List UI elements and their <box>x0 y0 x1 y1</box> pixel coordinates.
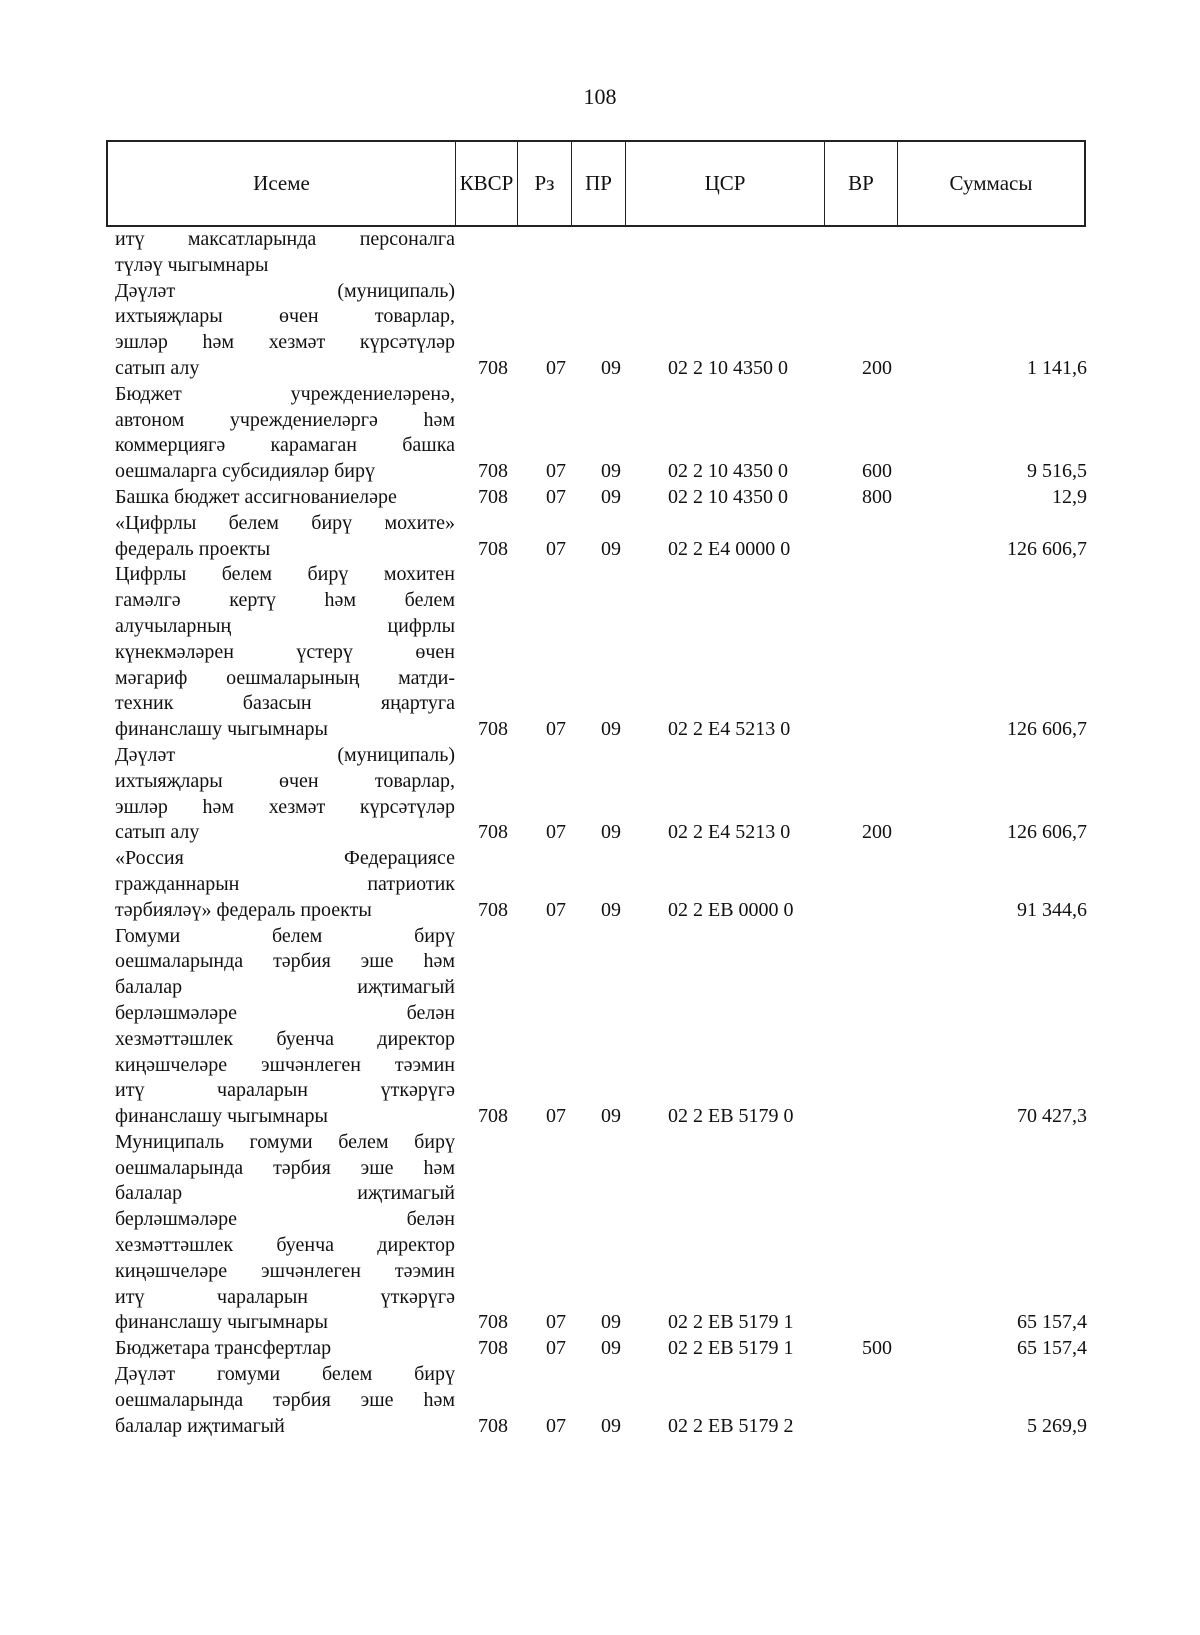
row-name-line: күнекмәләрен үстерү өчен <box>115 640 455 663</box>
row-name-line: техник базасын яңартуга <box>115 692 455 715</box>
cell-sum: 12,9 <box>1052 485 1087 508</box>
row-name <box>115 1130 455 1336</box>
cell-rz: 07 <box>546 718 566 741</box>
row-name-line: түләү чыгымнары <box>115 253 269 276</box>
row-values <box>0 717 1200 743</box>
row-name-line: Цифрлы белем бирү мохитен <box>115 563 455 586</box>
header-sum: Суммасы <box>949 171 1033 195</box>
row-name-line: «Цифрлы белем бирү мохите» <box>115 511 455 534</box>
cell-sum: 126 606,7 <box>1007 537 1087 560</box>
row-name-line: мәгариф оешмаларының матди- <box>115 666 455 689</box>
row-name-line: хезмәттәшлек буенча директор <box>115 1027 455 1050</box>
row-values <box>0 820 1200 846</box>
cell-kvsr: 708 <box>478 1414 508 1437</box>
cell-csr: 02 2 10 4350 0 <box>668 485 788 508</box>
table-row <box>0 485 1200 511</box>
row-values <box>0 459 1200 485</box>
row-name-line: финанслашу чыгымнары <box>115 1105 328 1128</box>
cell-pr: 09 <box>601 1105 621 1128</box>
cell-rz: 07 <box>546 537 566 560</box>
cell-kvsr: 708 <box>478 1311 508 1334</box>
row-values <box>0 898 1200 924</box>
cell-rz: 07 <box>546 898 566 921</box>
cell-csr: 02 2 ЕВ 5179 1 <box>668 1311 794 1334</box>
cell-sum: 1 141,6 <box>1027 356 1087 379</box>
cell-kvsr: 708 <box>478 356 508 379</box>
cell-kvsr: 708 <box>478 1105 508 1128</box>
cell-kvsr: 708 <box>478 485 508 508</box>
row-name-line: берләшмәләре белән <box>115 1001 455 1024</box>
row-values <box>0 537 1200 563</box>
row-name-line: финанслашу чыгымнары <box>115 718 328 741</box>
cell-sum: 9 516,5 <box>1027 460 1087 483</box>
table-row <box>0 279 1200 382</box>
cell-vr: 200 <box>862 356 892 379</box>
row-name-line: оешмаларында тәрбия эше һәм <box>115 950 455 973</box>
row-name-line: киңәшчеләре эшчәнлеген тәэмин <box>115 1259 455 1282</box>
row-name-line: финанслашу чыгымнары <box>115 1311 328 1334</box>
cell-kvsr: 708 <box>478 1337 508 1360</box>
row-name-line: ихтыяҗлары өчен товарлар, <box>115 769 455 792</box>
row-name-line: итү чараларын үткәрүгә <box>115 1079 455 1102</box>
row-name <box>115 562 455 743</box>
cell-kvsr: 708 <box>478 460 508 483</box>
cell-pr: 09 <box>601 460 621 483</box>
row-name-line: федераль проекты <box>115 537 271 560</box>
cell-rz: 07 <box>546 1105 566 1128</box>
table-row <box>0 924 1200 1130</box>
row-name-line: итү чараларын үткәрүгә <box>115 1285 455 1308</box>
header-rz: Рз <box>518 142 572 225</box>
cell-csr: 02 2 Е4 5213 0 <box>668 821 791 844</box>
cell-sum: 70 427,3 <box>1017 1105 1087 1128</box>
cell-csr: 02 2 ЕВ 5179 0 <box>668 1105 794 1128</box>
row-name-line: Бюджетара трансфертлар <box>115 1337 332 1360</box>
row-name-line: Гомуми белем бирү <box>115 924 455 947</box>
table-row <box>0 1362 1200 1439</box>
cell-pr: 09 <box>601 1414 621 1437</box>
row-name-line: гамәлгә кертү һәм белем <box>115 589 455 612</box>
row-name-line: «Россия Федерациясе <box>115 847 455 870</box>
cell-sum: 65 157,4 <box>1017 1311 1087 1334</box>
row-name-line: Дәүләт (муниципаль) <box>115 743 455 766</box>
row-name-line: Бюджет учреждениеләренә, <box>115 382 455 405</box>
header-pr: ПР <box>572 142 626 225</box>
table-body <box>0 227 1200 1439</box>
cell-vr: 600 <box>862 460 892 483</box>
row-name-line: эшләр һәм хезмәт күрсәтүләр <box>115 331 455 354</box>
row-name-line: берләшмәләре белән <box>115 1208 455 1231</box>
cell-rz: 07 <box>546 356 566 379</box>
cell-rz: 07 <box>546 1311 566 1334</box>
row-name-line: ихтыяҗлары өчен товарлар, <box>115 305 455 328</box>
cell-kvsr: 708 <box>478 821 508 844</box>
cell-sum: 91 344,6 <box>1017 898 1087 921</box>
row-name-line: хезмәттәшлек буенча директор <box>115 1234 455 1257</box>
cell-pr: 09 <box>601 1311 621 1334</box>
cell-sum: 126 606,7 <box>1007 821 1087 844</box>
table-row <box>0 227 1200 279</box>
cell-csr: 02 2 10 4350 0 <box>668 460 788 483</box>
cell-csr: 02 2 ЕВ 5179 2 <box>668 1414 794 1437</box>
row-name-line: гражданнарын патриотик <box>115 872 455 895</box>
row-name-line: коммерциягә карамаган башка <box>115 434 455 457</box>
cell-sum: 5 269,9 <box>1027 1414 1087 1437</box>
cell-csr: 02 2 ЕВ 0000 0 <box>668 898 794 921</box>
row-values <box>0 356 1200 382</box>
row-values <box>0 485 1200 511</box>
header-csr: ЦСР <box>626 142 825 225</box>
cell-rz: 07 <box>546 1414 566 1437</box>
row-name-line: оешмаларында тәрбия эше һәм <box>115 1156 455 1179</box>
table-row <box>0 1130 1200 1336</box>
row-name-line: эшләр һәм хезмәт күрсәтүләр <box>115 795 455 818</box>
header-vr: ВР <box>825 142 898 225</box>
row-name-line: тәрбияләү» федераль проекты <box>115 898 372 921</box>
cell-csr: 02 2 Е4 5213 0 <box>668 718 791 741</box>
table-row <box>0 846 1200 923</box>
cell-vr: 800 <box>862 485 892 508</box>
table-row <box>0 382 1200 485</box>
cell-csr: 02 2 Е4 0000 0 <box>668 537 791 560</box>
cell-pr: 09 <box>601 1337 621 1360</box>
row-name <box>115 924 455 1130</box>
row-name-line: итү максатларында персоналга <box>115 228 455 250</box>
row-values <box>0 1336 1200 1362</box>
row-values <box>0 253 1200 279</box>
header-name: Исеме <box>108 142 456 225</box>
cell-sum: 65 157,4 <box>1017 1337 1087 1360</box>
row-name-line: сатып алу <box>115 821 200 844</box>
cell-rz: 07 <box>546 1337 566 1360</box>
cell-rz: 07 <box>546 485 566 508</box>
cell-kvsr: 708 <box>478 898 508 921</box>
cell-pr: 09 <box>601 898 621 921</box>
table-row <box>0 511 1200 563</box>
row-name-line: киңәшчеләре эшчәнлеген тәэмин <box>115 1053 455 1076</box>
row-name-line: оешмаларында тәрбия эше һәм <box>115 1388 455 1411</box>
cell-vr: 200 <box>862 821 892 844</box>
cell-rz: 07 <box>546 821 566 844</box>
row-values <box>0 1104 1200 1130</box>
cell-vr: 500 <box>862 1337 892 1360</box>
cell-pr: 09 <box>601 485 621 508</box>
row-name-line: оешмаларга субсидияләр бирү <box>115 460 375 483</box>
table-row <box>0 562 1200 743</box>
cell-pr: 09 <box>601 537 621 560</box>
row-values <box>0 1310 1200 1336</box>
table-header <box>106 140 1086 227</box>
header-kvsr: КВСР <box>456 142 518 225</box>
cell-kvsr: 708 <box>478 718 508 741</box>
cell-kvsr: 708 <box>478 537 508 560</box>
row-name-line: Башка бюджет ассигнованиеләре <box>115 485 397 508</box>
row-name-line: сатып алу <box>115 356 200 379</box>
cell-rz: 07 <box>546 460 566 483</box>
table-row <box>0 743 1200 846</box>
page-number: 108 <box>583 84 617 109</box>
row-name-line: балалар иҗтимагый <box>115 976 455 999</box>
row-values <box>0 1414 1200 1440</box>
row-name-line: Дәүләт гомуми белем бирү <box>115 1363 455 1386</box>
cell-pr: 09 <box>601 356 621 379</box>
row-name-line: балалар иҗтимагый <box>115 1414 285 1437</box>
row-name-line: автоном учреждениеләргә һәм <box>115 408 455 431</box>
cell-csr: 02 2 10 4350 0 <box>668 356 788 379</box>
row-name-line: Дәүләт (муниципаль) <box>115 279 455 302</box>
row-name-line: Муниципаль гомуми белем бирү <box>115 1130 455 1153</box>
table-row <box>0 1336 1200 1362</box>
cell-csr: 02 2 ЕВ 5179 1 <box>668 1337 794 1360</box>
row-name-line: балалар иҗтимагый <box>115 1182 455 1205</box>
cell-sum: 126 606,7 <box>1007 718 1087 741</box>
cell-pr: 09 <box>601 821 621 844</box>
row-name-line: алучыларның цифрлы <box>115 614 455 637</box>
cell-pr: 09 <box>601 718 621 741</box>
